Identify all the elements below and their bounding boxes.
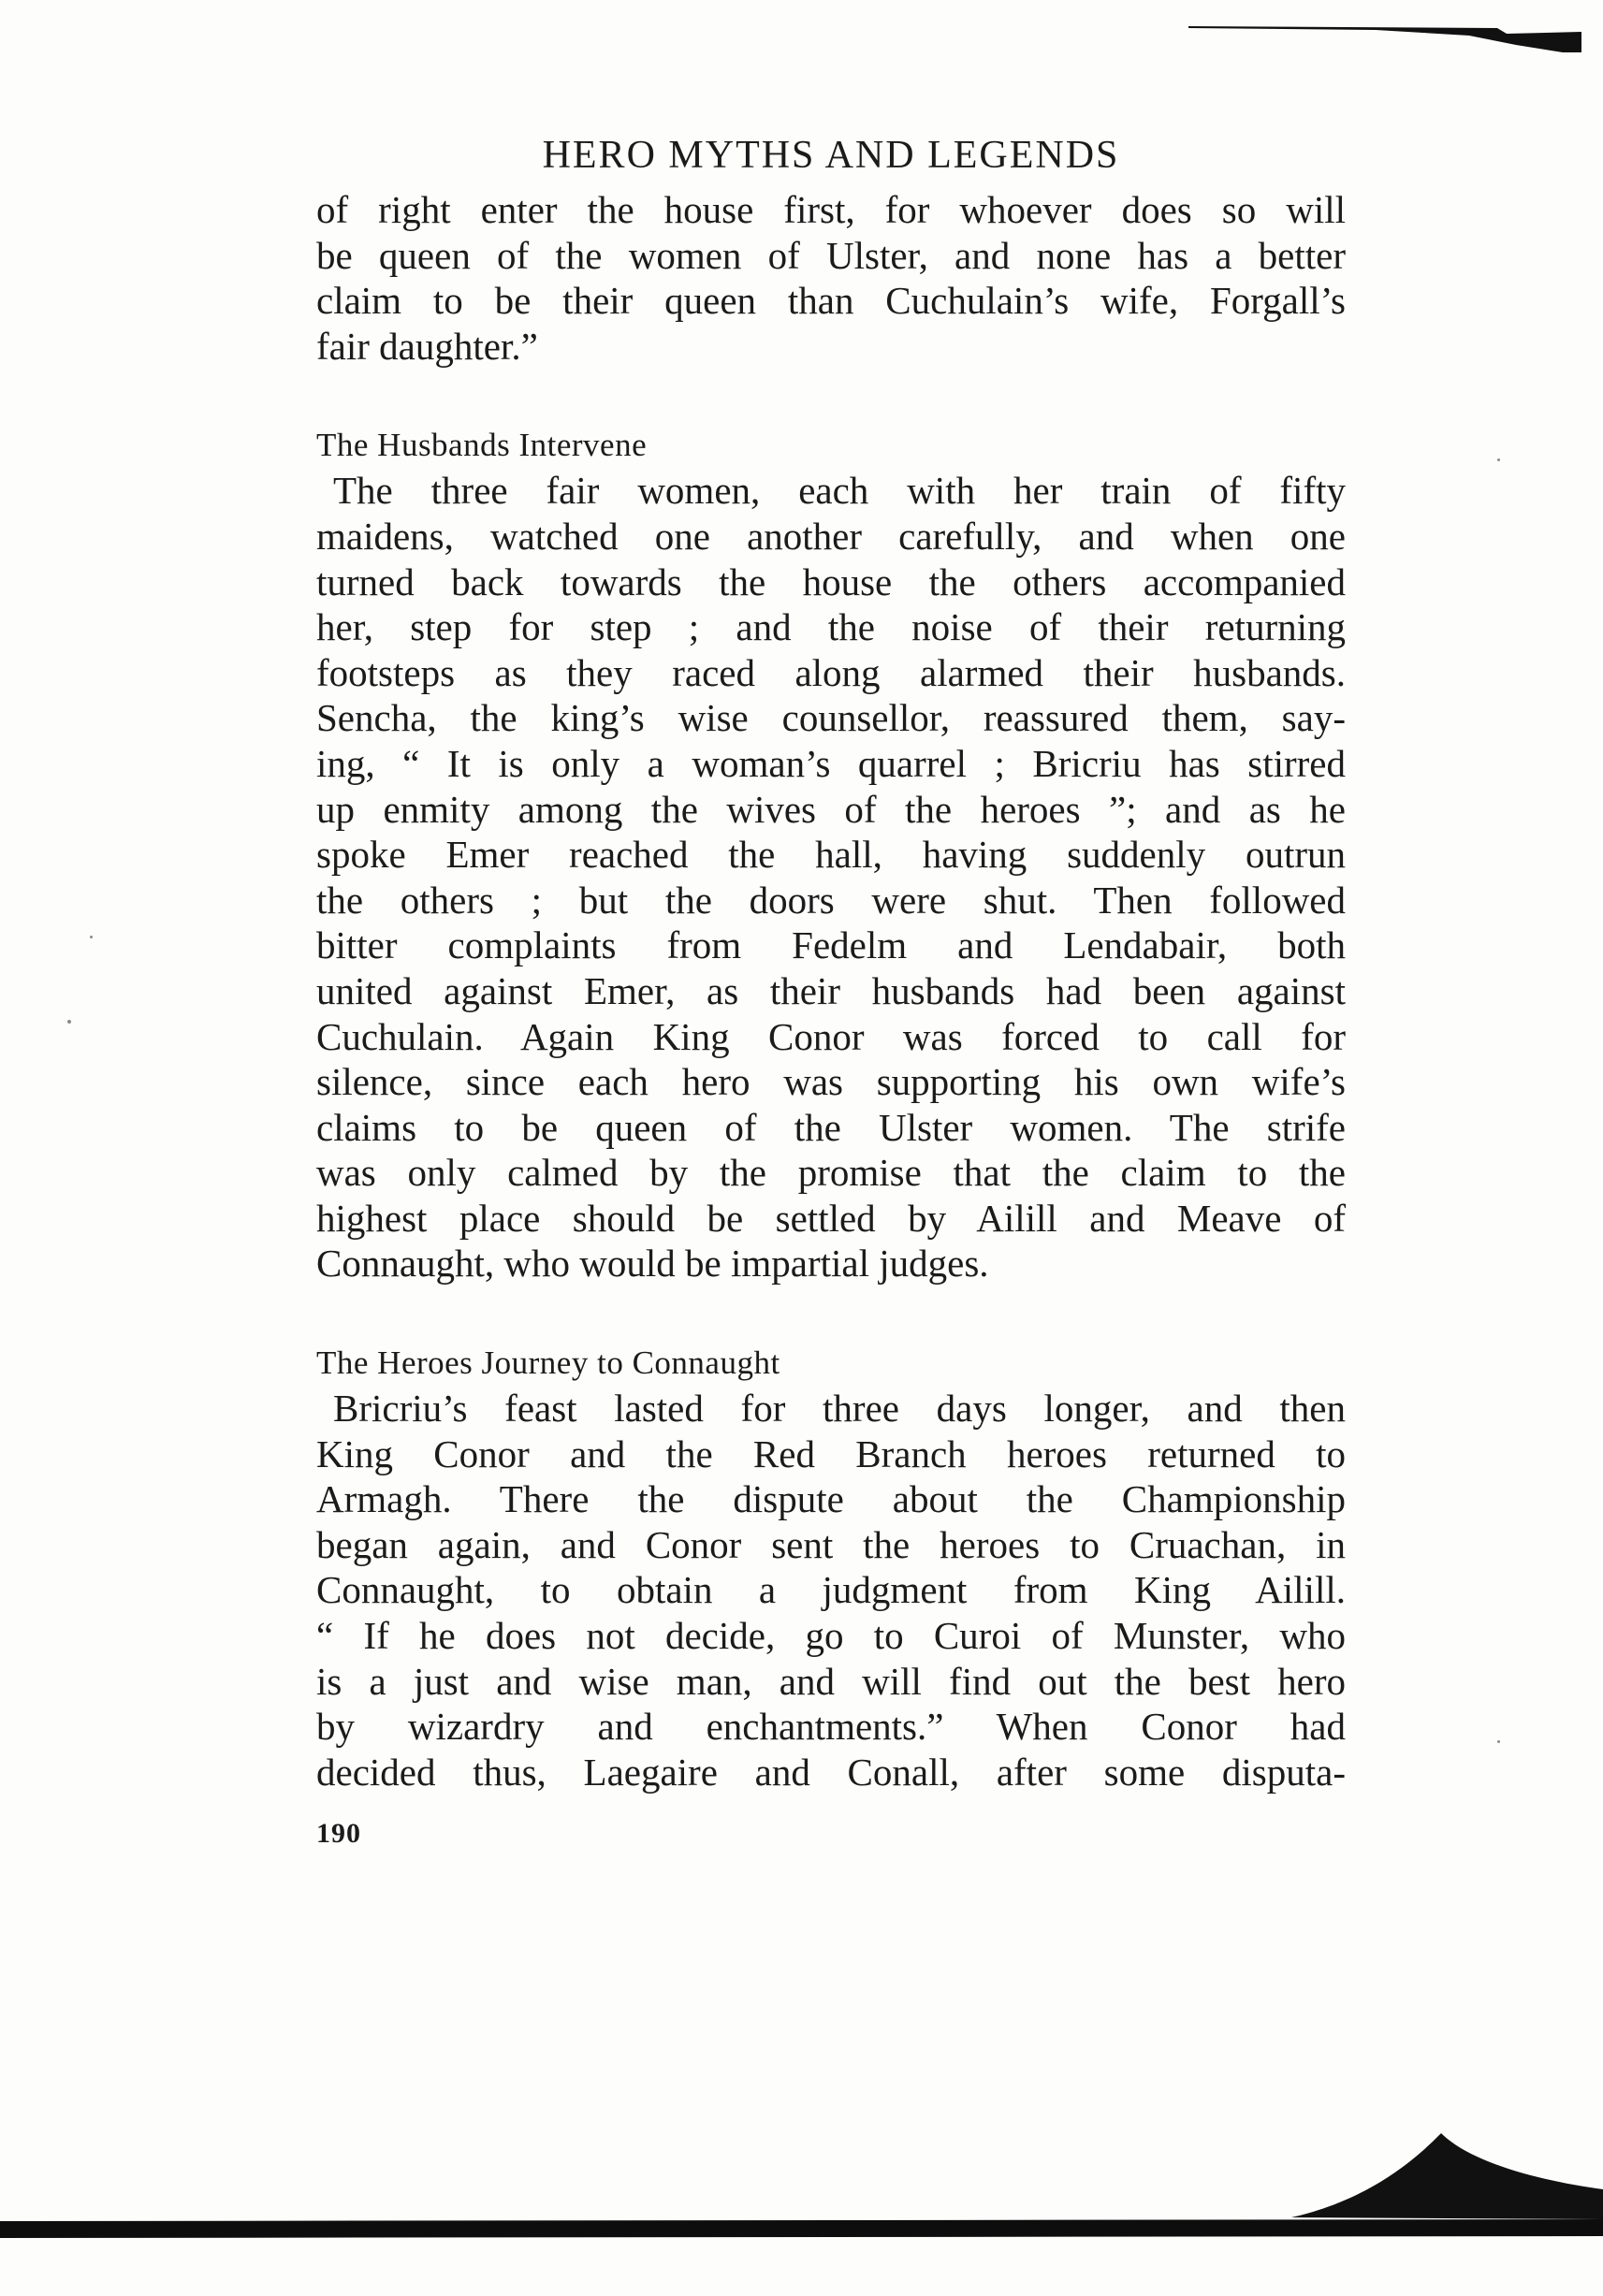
text-line: bitter complaints from Fedelm and Lendabair, both [316,923,1346,967]
text-line: Armagh. There the dispute about the Championship [316,1477,1346,1521]
text-line: maidens, watched one another carefully, and when one [316,514,1346,558]
text-line: ing, “ It is only a woman’s quarrel ; Bricriu has stirred [316,741,1346,785]
text-line: decided thus, Laegaire and Conall, after some disputa- [316,1750,1346,1794]
text-line: be queen of the women of Ulster, and none has a better [316,233,1346,277]
dust-speck [1497,458,1500,461]
paragraph-continued [316,187,1346,369]
text-line: claim to be their queen than Cuchulain’s wife, Forgall’s [316,279,1346,323]
page-number: 190 [316,1818,361,1849]
text-line: began again, and Conor sent the heroes to Cruachan, in [316,1522,1346,1566]
dust-speck [90,936,93,938]
text-line: silence, since each hero was supporting his own wife’s [316,1060,1346,1104]
text-line: highest place should be settled by Ailill and Meave of [316,1196,1346,1240]
text-line: Cuchulain. Again King Conor was forced to call for [316,1014,1346,1058]
text-line: was only calmed by the promise that the claim to the [316,1151,1346,1195]
text-line: turned back towards the house the others accompanied [316,559,1346,603]
running-head: HERO MYTHS AND LEGENDS [542,134,1120,177]
text-line: fair daughter.” [316,324,538,368]
text-line: up enmity among the wives of the heroes ”; and as he [316,787,1346,831]
section-heading-husbands-intervene: The Husbands Intervene [316,427,648,464]
text-line: the others ; but the doors were shut. Then followed [316,878,1346,922]
section-heading-heroes-journey: The Heroes Journey to Connaught [316,1344,780,1382]
text-line: united against Emer, as their husbands had been against [316,968,1346,1012]
text-line: Connaught, to obtain a judgment from King Ailill. [316,1568,1346,1612]
scan-edge-mark-bottom [0,2077,1603,2264]
paragraph-heroes-journey [316,1386,1346,1795]
dust-speck [67,1020,71,1024]
text-line: The three fair women, each with her train of fifty [333,469,1346,513]
paragraph-husbands-intervene [316,468,1346,1286]
text-line: King Conor and the Red Branch heroes returned to [316,1431,1346,1475]
text-line: by wizardry and enchantments.” When Conor had [316,1705,1346,1749]
text-block [316,187,1346,1795]
text-line: claims to be queen of the Ulster women. The strife [316,1105,1346,1149]
text-line: Bricriu’s feast lasted for three days longer, and then [333,1387,1346,1431]
text-line: spoke Emer reached the hall, having suddenly outrun [316,833,1346,877]
text-line: is a just and wise man, and will find out the best hero [316,1659,1346,1703]
scan-edge-mark-top [1188,21,1581,58]
text-line: Connaught, who would be impartial judges. [316,1242,989,1286]
text-line: Sencha, the king’s wise counsellor, reassured them, say- [316,696,1346,740]
text-line: “ If he does not decide, go to Curoi of Munster, who [316,1614,1346,1658]
dust-speck [1497,1740,1500,1743]
text-line: of right enter the house first, for whoever does so will [316,188,1346,231]
text-line: footsteps as they raced along alarmed their husbands. [316,650,1346,694]
text-line: her, step for step ; and the noise of their returning [316,605,1346,649]
